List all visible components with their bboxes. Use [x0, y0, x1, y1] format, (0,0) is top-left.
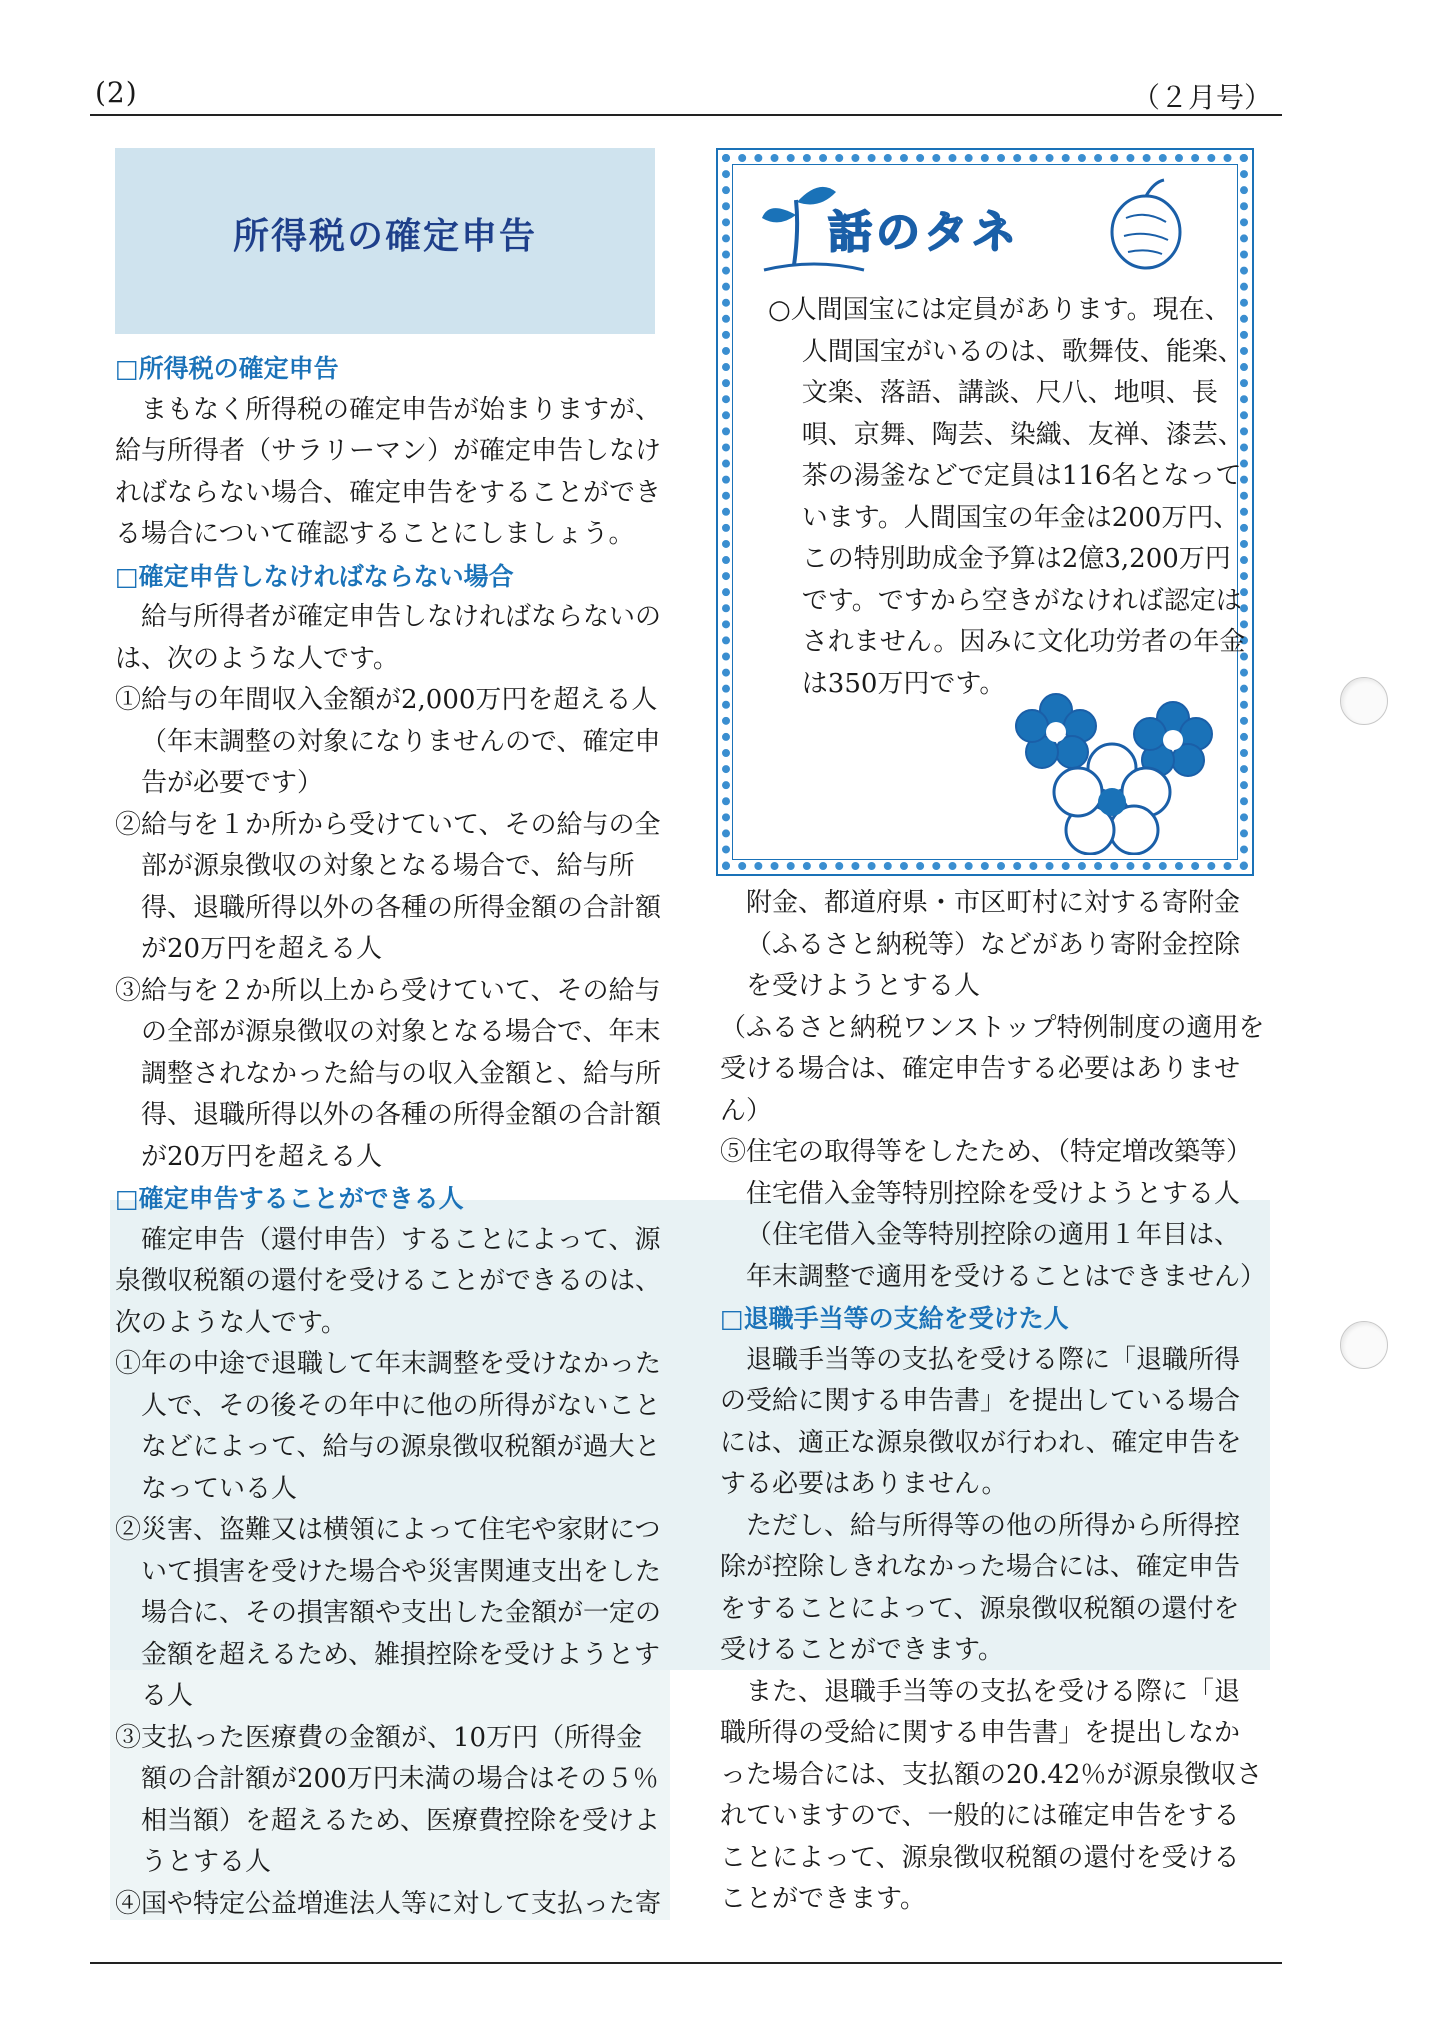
tane-box [716, 148, 1254, 876]
page-number: (2) [95, 76, 138, 109]
section-heading: □所得税の確定申告 [115, 354, 339, 383]
title-box [115, 148, 655, 334]
paragraph: 附金、都道府県・市区町村に対する寄附金（ふるさと納税等）などがあり寄附金控除を受けようとする人 [746, 888, 1241, 1001]
plum-blossom-icon [1008, 690, 1218, 855]
list-item: ①給与の年間収入金額が2,000万円を超える人 [115, 685, 658, 715]
paragraph: また、退職手当等の支払を受ける際に「退職所得の受給に関する申告書」を提出しなかった場合には、支払額の20.42％が源泉徴収されていますので、一般的には確定申告をすることによって、源泉徴収税額の還付を受けることができます。 [720, 1676, 1263, 1914]
paragraph: 給与所得者が確定申告しなければならないのは、次のような人です。 [115, 602, 662, 674]
paragraph: ただし、給与所得等の他の所得から所得控除が控除しきれなかった場合には、確定申告をすることによって、源泉徴収税額の還付を受けることができます。 [720, 1510, 1241, 1665]
list-item: ⑤住宅の取得等をしたため、（特定増改築等）住宅借入金等特別控除を受けようとする人（住宅借入金等特別控除の適用１年目は、年末調整で適用を受けることはできません） [720, 1137, 1267, 1292]
left-column [115, 348, 665, 1925]
list-item: ③給与を２か所以上から受けていて、その給与の全部が源泉徴収の対象となる場合で、年末調整されなかった給与の収入金額と、給与所得、退職所得以外の各種の所得金額の合計額が20万円を超える人 [115, 975, 662, 1172]
paragraph: 確定申告（還付申告）することによって、源泉徴収税額の還付を受けることができるのは、次のような人です。 [115, 1224, 662, 1338]
list-item: ②給与を１か所から受けていて、その給与の全部が源泉徴収の対象となる場合で、給与所得、退職所得以外の各種の所得金額の合計額が20万円を超える人 [115, 809, 662, 964]
paragraph: （ふるさと納税ワンストップ特例制度の適用を受ける場合は、確定申告する必要はありません） [720, 1012, 1265, 1126]
list-item: ①年の中途で退職して年末調整を受けなかった人で、その後その年中に他の所得がないことなどによって、給与の源泉徴収税額が過大となっている人 [115, 1349, 662, 1504]
tane-title: 話のタネ [828, 207, 1020, 258]
footer-rule [90, 1962, 1282, 1964]
header-rule [90, 114, 1282, 116]
list-item: ②災害、盗難又は横領によって住宅や家財について損害を受けた場合や災害関連支出をした場合に、その損害額や支出した金額が一定の金額を超えるため、雑損控除を受けようとする人 [115, 1515, 662, 1711]
section-heading: □確定申告しなければならない場合 [115, 561, 514, 591]
paragraph: まもなく所得税の確定申告が始まりますが、給与所得者（サラリーマン）が確定申告しなければならない場合、確定申告をすることができる場合について確認することにしましょう。 [115, 394, 662, 549]
right-column [720, 883, 1265, 1921]
tane-text: ○人間国宝には定員があります。現在、人間国宝がいるのは、歌舞伎、能楽、文楽、落語、講談、尺八、地唄、長唄、京舞、陶芸、染織、友禅、漆芸、茶の湯釜などで定員は116名となっています。人間国宝の年金は200万円、この特別助成金予算は2億3,200万円です。ですから空きがなければ認定はされません。因みに文化功労者の年金は350万円です。 [768, 295, 1246, 699]
paragraph: （年末調整の対象になりませんので、確定申告が必要です） [141, 726, 661, 798]
paragraph: 退職手当等の支払を受ける際に「退職所得の受給に関する申告書」を提出している場合には、適正な源泉徴収が行われ、確定申告をする必要はありません。 [720, 1344, 1242, 1499]
punch-hole [1340, 1321, 1388, 1369]
section-heading: □確定申告することができる人 [115, 1184, 464, 1213]
list-item: ④国や特定公益増進法人等に対して支払った寄 [115, 1888, 662, 1919]
page-title: 所得税の確定申告 [232, 216, 537, 257]
issue-label: （２月号） [1131, 81, 1272, 114]
list-item: ③支払った医療費の金額が、10万円（所得金額の合計額が200万円未満の場合はその５％相当額）を超えるため、医療費控除を受けようとする人 [115, 1722, 660, 1877]
section-heading: □退職手当等の支給を受けた人 [720, 1304, 1069, 1333]
punch-hole [1340, 677, 1388, 725]
